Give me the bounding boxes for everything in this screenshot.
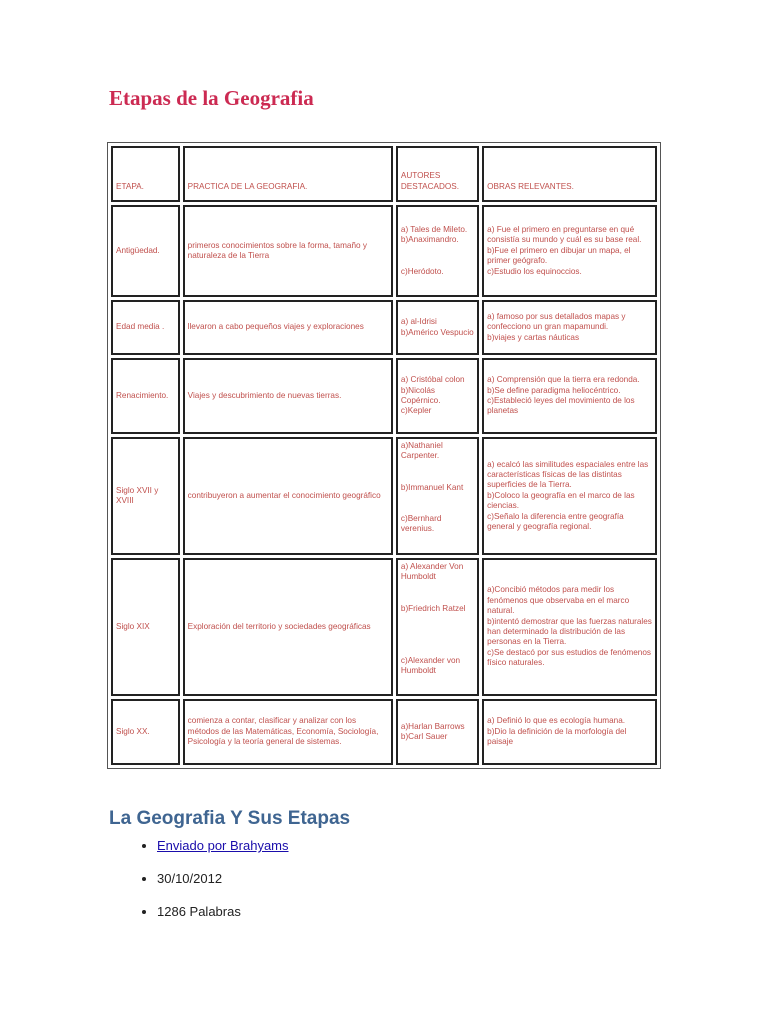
table-header-row: [111, 146, 657, 202]
cell-practica: contribuyeron a aumentar el conocimiento geográfico: [183, 437, 393, 555]
cell-etapa: Siglo XVII y XVIII: [111, 437, 180, 555]
cell-practica: Viajes y descubrimiento de nuevas tierras.: [183, 358, 393, 434]
cell-practica: comienza a contar, clasificar y analizar con los métodos de las Matemáticas, Economía, Sociología, Psicología y la teoría general de sistemas.: [183, 699, 393, 765]
cell-etapa: Siglo XIX: [111, 558, 180, 696]
author-link[interactable]: Enviado por Brahyams: [157, 838, 289, 853]
list-item: [157, 904, 289, 920]
cell-obras: a) ecalcó las similitudes espaciales entre las características físicas de las distintas superficies de la Tierra. b)Coloco la geografía en el marco de las ciencias. c)Señalo la diferencia entre geografía general y geografía regional.: [482, 437, 657, 555]
post-date: 30/10/2012: [157, 871, 223, 886]
cell-etapa: Siglo XX.: [111, 699, 180, 765]
cell-practica: primeros conocimientos sobre la forma, tamaño y naturaleza de la Tierra: [183, 205, 393, 297]
cell-practica: llevaron a cabo pequeños viajes y exploraciones: [183, 300, 393, 355]
cell-obras: a) Fue el primero en preguntarse en qué consistía su mundo y cuál es su base real. b)Fue el primero en dibujar un mapa, el primer geógrafo. c)Estudio los equinoccios.: [482, 205, 657, 297]
table-row: [111, 205, 657, 297]
cell-autores: a)Harlan Barrows b)Carl Sauer: [396, 699, 479, 765]
cell-practica: Exploración del territorio y sociedades geográficas: [183, 558, 393, 696]
page-title: Etapas de la Geografia: [109, 86, 314, 110]
cell-obras: a)Concibió métodos para medir los fenómenos que observaba en el marco natural. b)intentó demostrar que las fuerzas naturales han determinado la distribución de las personas en la Tierra. c)Se destacó por sus estudios de fenómenos físico naturales.: [482, 558, 657, 696]
cell-autores: a)Nathaniel Carpenter. b)Immanuel Kant c)Bernhard verenius.: [396, 437, 479, 555]
cell-autores: a) Cristóbal colon b)Nicolás Copérnico. c)Kepler: [396, 358, 479, 434]
cell-autores: a) Alexander Von Humboldt b)Friedrich Ratzel c)Alexander von Humboldt: [396, 558, 479, 696]
table-row: [111, 558, 657, 696]
table-row: [111, 437, 657, 555]
cell-autores: a) Tales de Mileto. b)Anaximandro. c)Heródoto.: [396, 205, 479, 297]
article-meta-list: [133, 838, 289, 937]
stages-table: [107, 142, 661, 769]
cell-autores: a) al-Idrisi b)Américo Vespucio: [396, 300, 479, 355]
table-row: [111, 300, 657, 355]
cell-etapa: Renacimiento.: [111, 358, 180, 434]
cell-obras: a) famoso por sus detallados mapas y confecciono un gran mapamundi. b)viajes y cartas náuticas: [482, 300, 657, 355]
list-item: [157, 871, 289, 887]
cell-etapa: Edad media .: [111, 300, 180, 355]
header-cell-autores: AUTORES DESTACADOS.: [396, 146, 479, 202]
cell-obras: a) Comprensión que la tierra era redonda. b)Se define paradigma heliocéntrico. c)Estableció leyes del movimiento de los planetas: [482, 358, 657, 434]
cell-etapa: Antigüedad.: [111, 205, 180, 297]
table-row: [111, 699, 657, 765]
word-count: 1286 Palabras: [157, 904, 241, 919]
cell-obras: a) Definió lo que es ecología humana. b)Dio la definición de la morfología del paisaje: [482, 699, 657, 765]
article-title: La Geografia Y Sus Etapas: [109, 808, 351, 829]
header-cell-practica: PRACTICA DE LA GEOGRAFIA.: [183, 146, 393, 202]
header-cell-obras: OBRAS RELEVANTES.: [482, 146, 657, 202]
header-cell-etapa: ETAPA.: [111, 146, 180, 202]
list-item: [157, 838, 289, 854]
table-row: [111, 358, 657, 434]
